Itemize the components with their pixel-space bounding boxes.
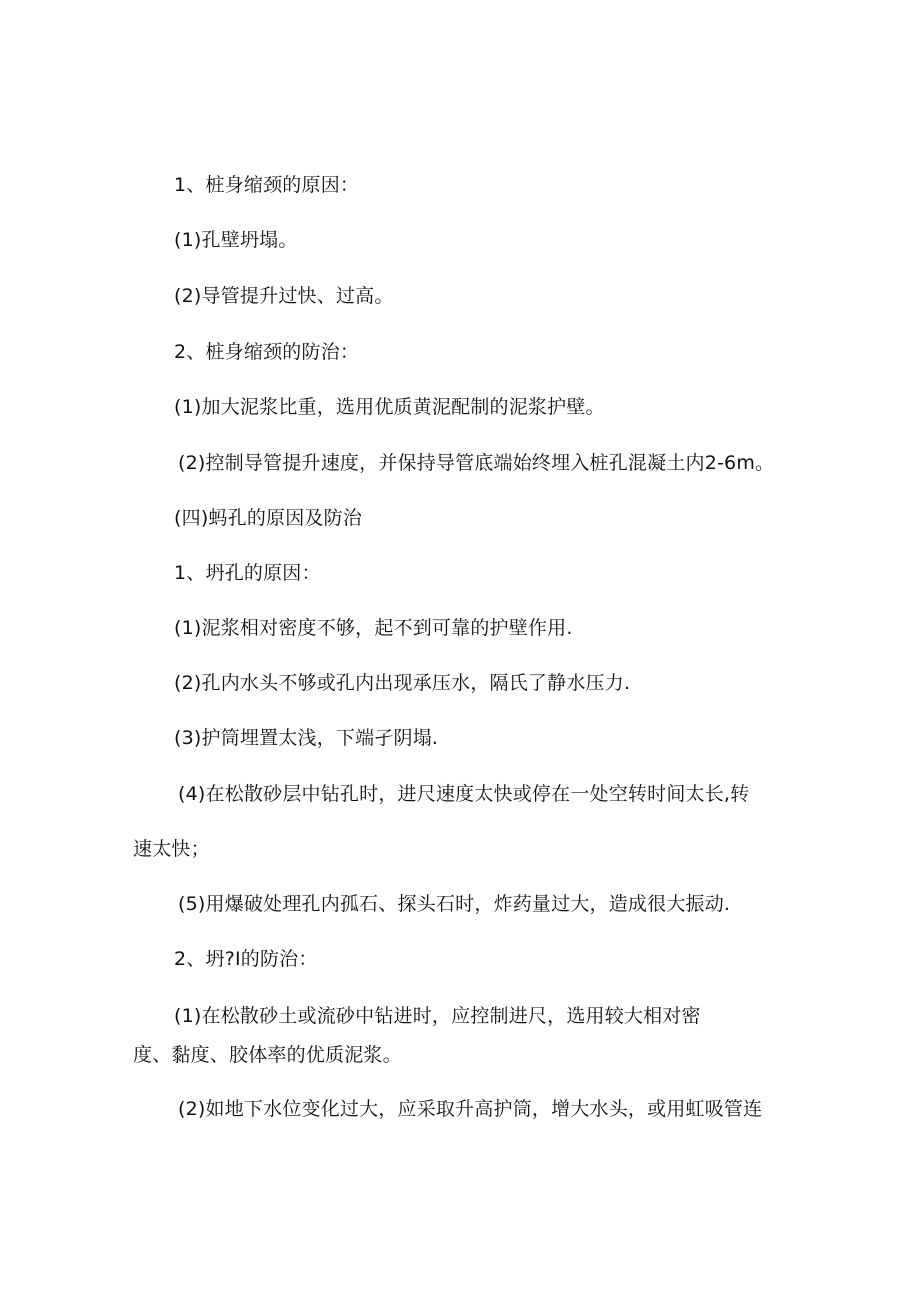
collapse-cause-1: (1)泥浆相对密度不够，起不到可靠的护壁作用. (174, 617, 573, 639)
collapse-cause-5: (5)用爆破处理孔内孤石、探头石时，炸药量过大，造成很大振动. (178, 893, 731, 915)
heading-collapse-prevention: 2、坍?I的防治： (174, 948, 318, 970)
heading-collapse-cause: 1、坍孔的原因： (174, 562, 321, 584)
prevention-1-continued: 度、黏度、胶体率的优质泥浆。 (133, 1044, 402, 1066)
item-1-1: (1)孔壁坍塌。 (174, 229, 298, 251)
collapse-cause-4-continued: 速太快； (133, 838, 210, 860)
prevention-2: (2)如地下水位变化过大，应采取升高护筒，增大水头，或用虹吸管连 (178, 1098, 763, 1120)
heading-1-cause: 1、桩身缩颈的原因： (174, 174, 360, 196)
section-four-heading: (四)蚂孔的原因及防治 (174, 507, 363, 529)
collapse-cause-4: (4)在松散砂层中钻孔时，进尺速度太快或停在一处空转时间太长,转 (178, 783, 750, 805)
heading-2-prevention: 2、桩身缩颈的防治： (174, 341, 360, 363)
item-2-2: (2)控制导管提升速度，并保持导管底端始终埋入桩孔混凝土内2-6m。 (178, 452, 775, 474)
prevention-1: (1)在松散砂土或流砂中钻进时，应控制进尺，选用较大相对密 (174, 1005, 701, 1027)
item-1-2: (2)导管提升过快、过高。 (174, 285, 394, 307)
collapse-cause-3: (3)护筒埋置太浅，下端孑阴塌. (174, 727, 439, 749)
collapse-cause-2: (2)孔内水头不够或孔内出现承压水，隔氏了静水压力. (174, 672, 631, 694)
item-2-1: (1)加大泥浆比重，选用优质黄泥配制的泥浆护壁。 (174, 396, 605, 418)
